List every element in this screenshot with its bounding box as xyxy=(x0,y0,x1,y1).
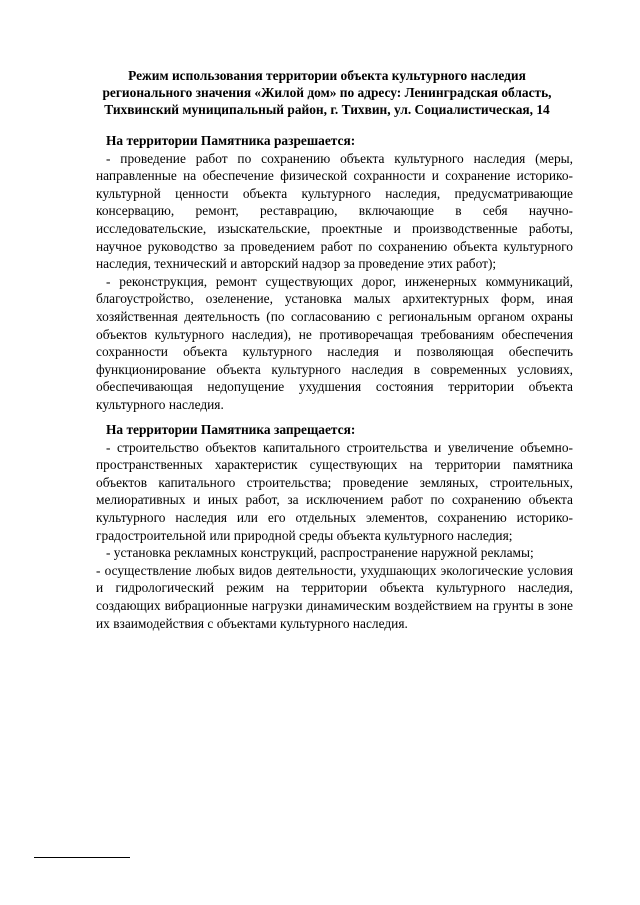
footnote-divider xyxy=(34,857,130,858)
prohibited-section xyxy=(96,421,573,632)
prohibited-heading: На территории Памятника запрещается: xyxy=(106,422,356,437)
allowed-item: - проведение работ по сохранению объекта культурного наследия (меры, направленные на обеспечение физической сохранности и сохранение историко-культурной ценности объекта культурного наследия, предусматривающие консервацию, ремонт, реставрацию, включающие в себя научно-исследовательские, изыскательские, проектные и производственные работы, научное руководство за проведением работ по сохранению объекта культурного наследия, технический и авторский надзор за проведение этих работ); xyxy=(96,150,573,272)
prohibited-item: - установка рекламных конструкций, распространение наружной рекламы; xyxy=(106,545,534,561)
allowed-section xyxy=(96,132,573,414)
title-line: Тихвинский муниципальный район, г. Тихвин, ул. Социалистическая, 14 xyxy=(104,102,550,117)
title-line: Режим использования территории объекта культурного наследия xyxy=(128,68,526,83)
document-title xyxy=(84,67,570,118)
allowed-item: - реконструкция, ремонт существующих дорог, инженерных коммуникаций, благоустройство, озеленение, установка малых архитектурных форм, иная хозяйственная деятельность (по согласованию с региональным органом охраны объектов культурного наследия), не противоречащая требованиям обеспечения сохранности объекта культурного наследия и позволяющая обеспечить функционирование объекта культурного наследия в современных условиях, обеспечивающая недопущение ухудшения состояния территории объекта культурного наследия. xyxy=(96,273,573,412)
prohibited-item: - осуществление любых видов деятельности, ухудшающих экологические условия и гидрологический режим на территории объекта культурного наследия, создающих вибрационные нагрузки динамическим воздействием на грунты в зоне их взаимодействия с объектами культурного наследия. xyxy=(96,562,573,631)
allowed-heading: На территории Памятника разрешается: xyxy=(106,133,356,148)
prohibited-item: - строительство объектов капитального строительства и увеличение объемно-пространственных характеристик существующих на территории памятника объектов капитального строительства; проведение земляных, строительных, мелиоративных и иных работ, за исключением работ по сохранению объекта культурного наследия или его отдельных элементов, сохранению историко-градостроительной или природной среды объекта культурного наследия; xyxy=(96,439,573,543)
title-line: регионального значения «Жилой дом» по адресу: Ленинградская область, xyxy=(102,85,552,100)
